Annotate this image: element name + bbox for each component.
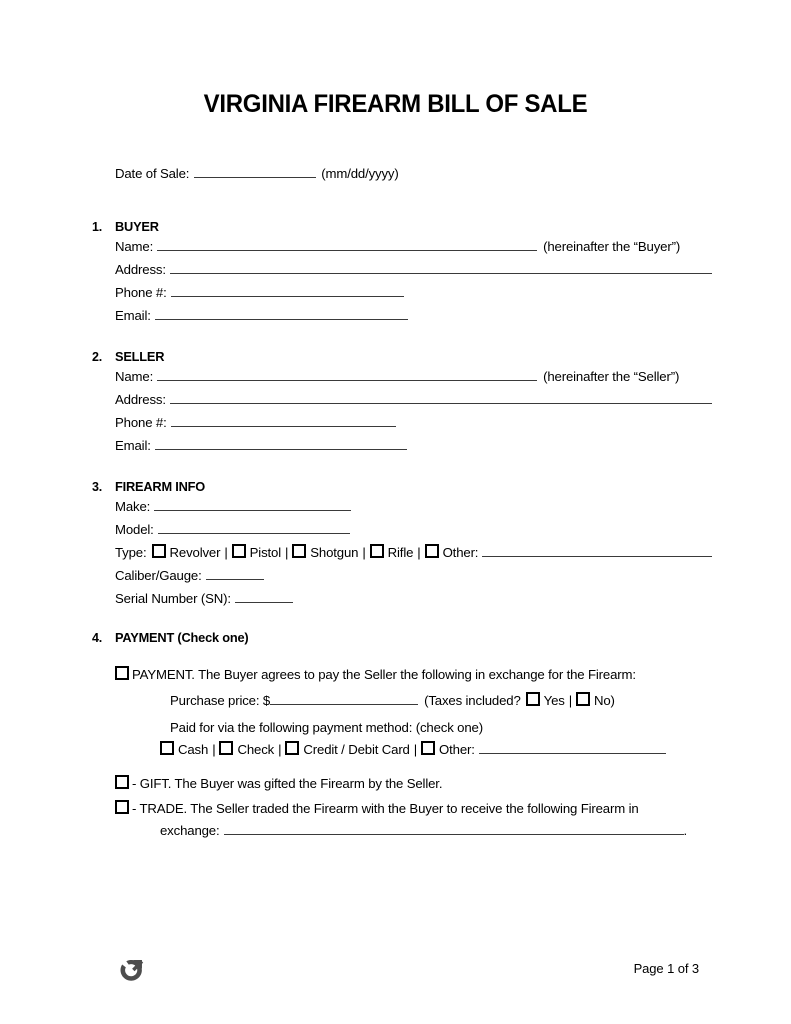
buyer-name-row [115, 236, 712, 259]
section-buyer-number: 1. [92, 220, 103, 234]
checkbox-trade[interactable] [115, 800, 129, 814]
method-separator-3: | [413, 742, 418, 757]
payment-method-other-input-rule[interactable] [479, 742, 666, 754]
checkbox-gift[interactable] [115, 775, 129, 789]
seller-address-label: Address: [115, 392, 166, 407]
buyer-email-label: Email: [115, 308, 151, 323]
checkbox-type-other[interactable] [425, 544, 439, 558]
seller-address-input-rule[interactable] [170, 392, 712, 404]
firearm-model-input-rule[interactable] [158, 522, 350, 534]
buyer-name-trailing: (hereinafter the “Buyer”) [543, 239, 681, 254]
buyer-address-row [115, 259, 712, 282]
checkbox-method-other[interactable] [421, 741, 435, 755]
section-buyer-title: BUYER [115, 219, 159, 234]
seller-phone-input-rule[interactable] [171, 415, 396, 427]
trade-exchange-input-rule[interactable] [224, 823, 684, 835]
section-buyer-heading [92, 219, 712, 234]
label-type-other: Other: [442, 545, 479, 560]
trade-exchange-end: . [683, 823, 688, 838]
checkbox-method-cash[interactable] [160, 741, 174, 755]
buyer-name-input-rule[interactable] [157, 239, 537, 251]
section-seller-title: SELLER [115, 349, 165, 364]
label-type-revolver: Revolver [169, 545, 221, 560]
firearm-type-other-input-rule[interactable] [482, 545, 712, 557]
firearm-serial-row [115, 588, 712, 611]
seller-phone-row [115, 412, 712, 435]
section-payment-heading [92, 630, 712, 645]
seller-name-trailing: (hereinafter the “Seller”) [543, 369, 680, 384]
label-method-credit-debit-card: Credit / Debit Card [303, 742, 410, 757]
date-of-sale-input-rule[interactable] [194, 166, 316, 178]
purchase-price-label: Purchase price: $ [170, 693, 271, 708]
taxes-separator: | [568, 693, 572, 708]
label-type-rifle: Rifle [387, 545, 414, 560]
trade-exchange-row [160, 820, 712, 842]
buyer-phone-label: Phone #: [115, 285, 167, 300]
payment-option-text: PAYMENT. The Buyer agrees to pay the Seller the following in exchange for the Firearm: [132, 667, 636, 682]
section-firearm-info-number: 3. [92, 480, 103, 494]
page-title: VIRGINIA FIREARM BILL OF SALE [203, 90, 588, 118]
seller-address-row [115, 389, 712, 412]
checkbox-type-pistol[interactable] [232, 544, 246, 558]
checkbox-type-rifle[interactable] [370, 544, 384, 558]
section-seller-heading [92, 349, 712, 364]
firearm-type-row [115, 542, 712, 565]
section-firearm-info-title: FIREARM INFO [115, 479, 206, 494]
checkbox-type-revolver[interactable] [152, 544, 166, 558]
seller-name-input-rule[interactable] [157, 369, 537, 381]
buyer-email-row [115, 305, 712, 328]
purchase-price-input-rule[interactable] [270, 693, 418, 705]
type-separator-2: | [285, 545, 289, 560]
checkbox-method-check[interactable] [219, 741, 233, 755]
trade-exchange-label: exchange: [160, 823, 220, 838]
date-of-sale-label: Date of Sale: [115, 166, 190, 181]
taxes-included-question: (Taxes included? [424, 693, 521, 708]
section-firearm-info [92, 479, 712, 611]
section-firearm-info-heading [92, 479, 712, 494]
label-type-pistol: Pistol [249, 545, 281, 560]
payment-method-intro-row [170, 717, 712, 739]
payment-method-row [160, 739, 712, 761]
section-payment [92, 630, 712, 842]
section-buyer [92, 219, 712, 328]
firearm-type-label: Type: [115, 545, 147, 560]
checkbox-taxes-yes[interactable] [526, 692, 540, 706]
label-taxes-no: No) [594, 693, 615, 708]
date-of-sale-row [115, 163, 399, 185]
checkbox-type-shotgun[interactable] [292, 544, 306, 558]
seller-name-label: Name: [115, 369, 154, 384]
label-method-cash: Cash [178, 742, 209, 757]
firearm-model-row [115, 519, 712, 542]
gift-option-row [115, 773, 712, 795]
trade-option-row [115, 798, 712, 842]
checkbox-method-credit-debit-card[interactable] [285, 741, 299, 755]
label-taxes-yes: Yes [543, 693, 565, 708]
type-separator-3: | [362, 545, 366, 560]
firearm-serial-label: Serial Number (SN): [115, 591, 231, 606]
section-seller [92, 349, 712, 458]
buyer-address-label: Address: [115, 262, 166, 277]
type-separator-1: | [224, 545, 228, 560]
firearm-serial-input-rule[interactable] [235, 591, 293, 603]
trade-option-text: - TRADE. The Seller traded the Firearm with the Buyer to receive the following Firearm in [132, 801, 639, 816]
firearm-caliber-label: Caliber/Gauge: [115, 568, 202, 583]
seller-name-row [115, 366, 712, 389]
seller-email-row [115, 435, 712, 458]
method-separator-2: | [278, 742, 282, 757]
gift-option-text: - GIFT. The Buyer was gifted the Firearm by the Seller. [132, 776, 443, 791]
buyer-phone-row [115, 282, 712, 305]
buyer-phone-input-rule[interactable] [171, 285, 404, 297]
label-type-shotgun: Shotgun [310, 545, 359, 560]
firearm-model-label: Model: [115, 522, 154, 537]
firearm-make-label: Make: [115, 499, 151, 514]
seller-phone-label: Phone #: [115, 415, 167, 430]
page-number: Page 1 of 3 [633, 961, 699, 976]
checkbox-payment[interactable] [115, 666, 129, 680]
buyer-address-input-rule[interactable] [170, 262, 712, 274]
purchase-price-row [170, 690, 712, 712]
checkbox-taxes-no[interactable] [576, 692, 590, 706]
section-payment-number: 4. [92, 631, 103, 645]
buyer-name-label: Name: [115, 239, 154, 254]
seller-email-label: Email: [115, 438, 151, 453]
section-payment-title: PAYMENT (Check one) [115, 630, 249, 645]
date-of-sale-format-hint: (mm/dd/yyyy) [321, 166, 399, 181]
firearm-caliber-input-rule[interactable] [206, 568, 264, 580]
seller-email-input-rule[interactable] [155, 438, 407, 450]
label-method-check: Check [237, 742, 275, 757]
type-separator-4: | [417, 545, 421, 560]
firearm-caliber-row [115, 565, 712, 588]
section-seller-number: 2. [92, 350, 103, 364]
buyer-email-input-rule[interactable] [155, 308, 408, 320]
firearm-make-row [115, 496, 712, 519]
firearm-make-input-rule[interactable] [154, 499, 351, 511]
method-separator-1: | [212, 742, 216, 757]
label-method-other: Other: [439, 742, 475, 757]
payment-option-row [115, 664, 712, 686]
external-link-circular-arrow-icon [116, 956, 146, 986]
payment-method-intro: Paid for via the following payment method: (check one) [170, 720, 483, 735]
